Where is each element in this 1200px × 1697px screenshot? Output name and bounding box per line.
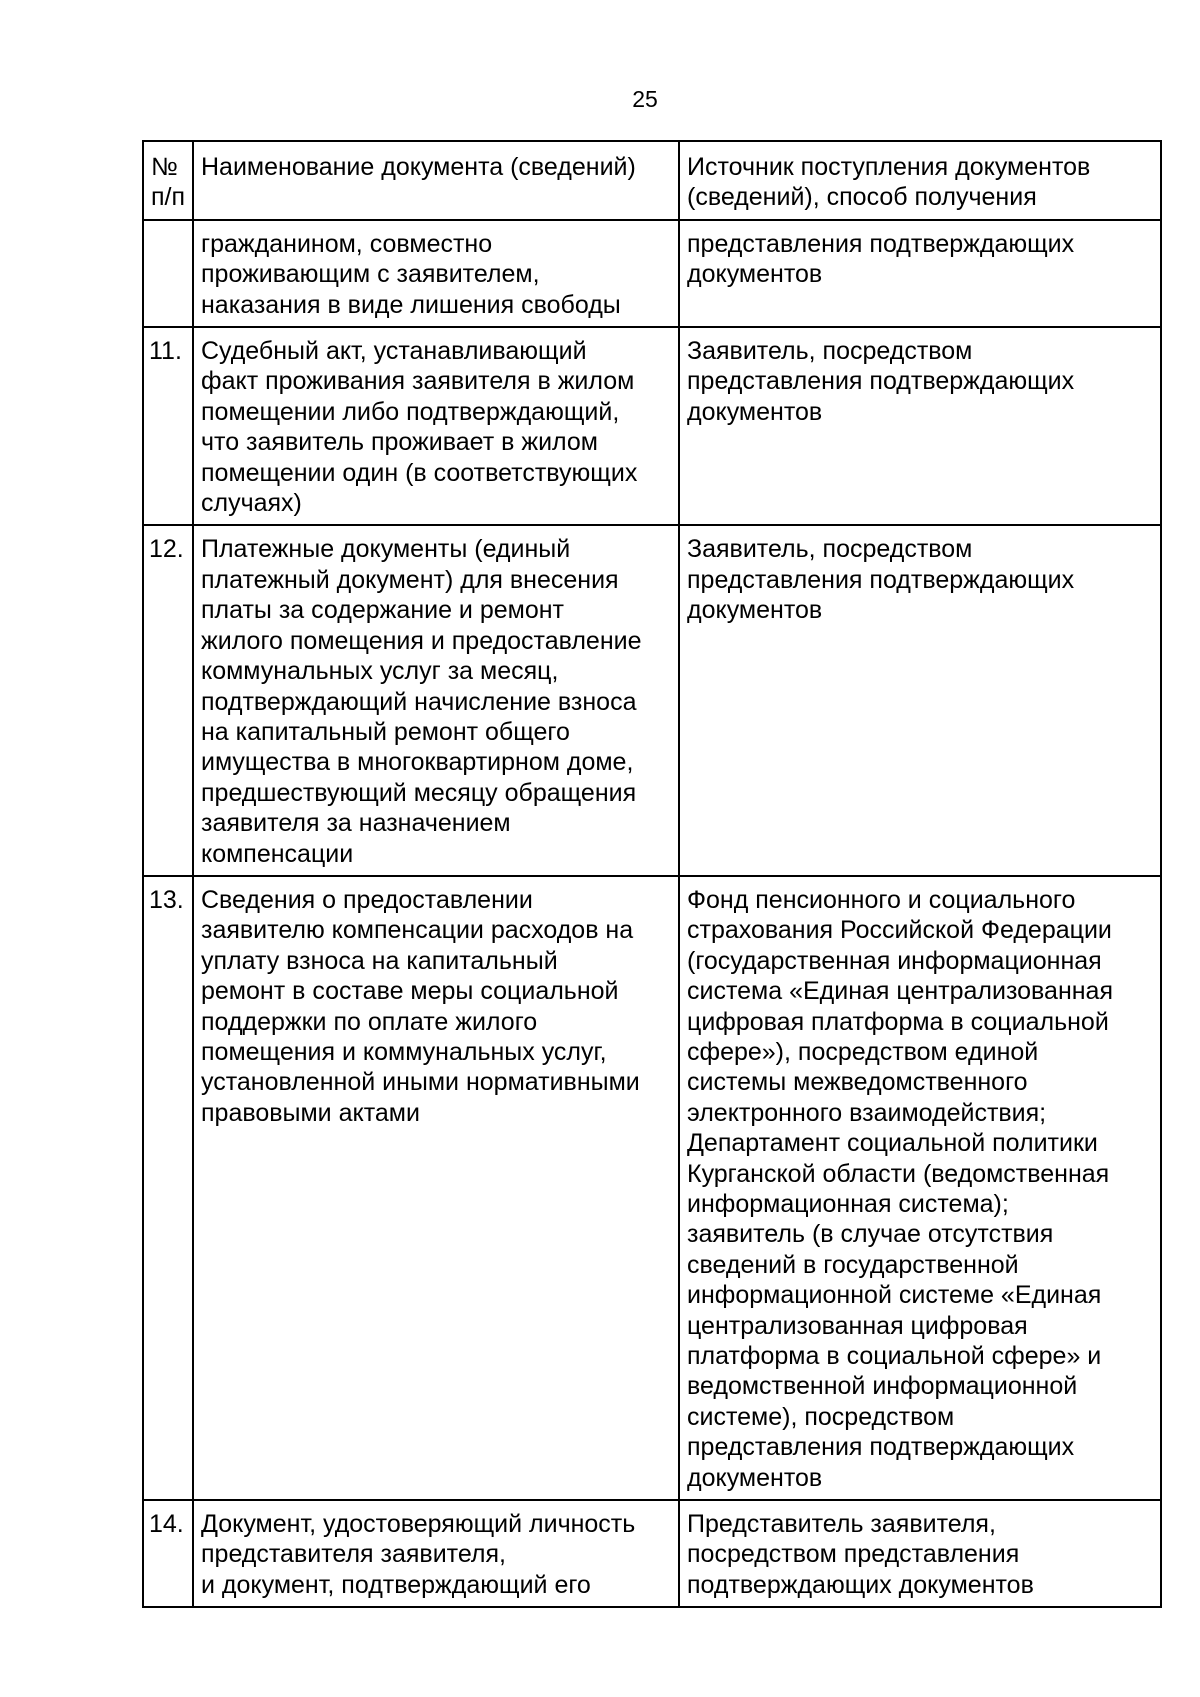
- cell-text-line: представления подтверждающих: [687, 367, 1075, 396]
- cell-text-line: платы за содержание и ремонт: [201, 596, 565, 625]
- cell-text-line: подтверждающий начисление взноса: [201, 687, 637, 716]
- documents-table: [142, 140, 1162, 1608]
- cell-text-line: документов: [687, 260, 823, 289]
- cell-text-line: представления подтверждающих: [687, 565, 1075, 594]
- source-cell: [679, 220, 1161, 327]
- cell-text-line: цифровая платформа в социальной: [687, 1007, 1109, 1036]
- cell-text-line: Платежные документы (единый: [201, 535, 571, 564]
- cell-text-line: Документ, удостоверяющий личность: [201, 1510, 636, 1539]
- row-number: 13.: [149, 885, 184, 914]
- header-text-line: (сведений), способ получения: [687, 183, 1037, 212]
- cell-text-line: заявителя за назначением: [201, 809, 511, 838]
- cell-text-line: ведомственной информационной: [687, 1372, 1078, 1401]
- cell-text-line: уплату взноса на капитальный: [201, 946, 558, 975]
- cell-text-line: Заявитель, посредством: [687, 535, 973, 564]
- cell-text-line: и документ, подтверждающий его: [201, 1570, 591, 1599]
- row-number-cell: [143, 327, 193, 525]
- cell-text-line: помещении один (в соответствующих: [201, 458, 638, 487]
- cell-text-line: документов: [687, 596, 823, 625]
- cell-text-line: подтверждающих документов: [687, 1570, 1034, 1599]
- cell-text-line: платежный документ) для внесения: [201, 565, 619, 594]
- cell-text-line: представителя заявителя,: [201, 1540, 506, 1569]
- page-number: 25: [632, 86, 658, 112]
- table-row: [143, 876, 1161, 1500]
- cell-text-line: компенсации: [201, 839, 354, 868]
- cell-text-line: на капитальный ремонт общего: [201, 717, 570, 746]
- cell-text-line: предшествующий месяцу обращения: [201, 778, 637, 807]
- cell-text-line: информационной системе «Единая: [687, 1281, 1102, 1310]
- cell-text-line: Судебный акт, устанавливающий: [201, 337, 587, 366]
- cell-text-line: Представитель заявителя,: [687, 1510, 996, 1539]
- document-name-cell: [193, 1500, 679, 1607]
- cell-text-line: Фонд пенсионного и социального: [687, 885, 1076, 914]
- cell-text-line: установленной иными нормативными: [201, 1068, 640, 1097]
- header-text-line: Источник поступления документов: [687, 153, 1091, 181]
- cell-text-line: электронного взаимодействия;: [687, 1098, 1047, 1127]
- cell-text-line: система «Единая централизованная: [687, 977, 1114, 1006]
- cell-text-line: Департамент социальной политики: [687, 1129, 1098, 1158]
- table-row: [143, 327, 1161, 525]
- header-number: [143, 141, 193, 220]
- header-source: [679, 141, 1161, 220]
- cell-text-line: сведений в государственной: [687, 1250, 1019, 1279]
- cell-text-line: гражданином, совместно: [201, 229, 493, 258]
- source-cell: [679, 1500, 1161, 1607]
- cell-text-line: централизованная цифровая: [687, 1311, 1028, 1340]
- header-text-line: п/п: [151, 183, 186, 212]
- cell-text-line: правовыми актами: [201, 1098, 420, 1127]
- table-header-row: [143, 141, 1161, 220]
- cell-text-line: факт проживания заявителя в жилом: [201, 367, 635, 396]
- cell-text-line: проживающим с заявителем,: [201, 260, 540, 289]
- cell-text-line: документов: [687, 397, 823, 426]
- cell-text-line: представления подтверждающих: [687, 229, 1075, 258]
- cell-text-line: помещении либо подтверждающий,: [201, 397, 620, 426]
- cell-text-line: заявитель (в случае отсутствия: [687, 1220, 1054, 1249]
- document-name-cell: [193, 876, 679, 1500]
- cell-text-line: Сведения о предоставлении: [201, 885, 533, 914]
- cell-text-line: коммунальных услуг за месяц,: [201, 657, 559, 686]
- cell-text-line: системе), посредством: [687, 1402, 955, 1431]
- cell-text-line: что заявитель проживает в жилом: [201, 428, 598, 457]
- cell-text-line: сфере»), посредством единой: [687, 1037, 1039, 1066]
- header-text-line: №: [151, 153, 178, 181]
- cell-text-line: имущества в многоквартирном доме,: [201, 748, 634, 777]
- cell-text-line: Курганской области (ведомственная: [687, 1159, 1110, 1188]
- table-row: [143, 220, 1161, 327]
- cell-text-line: случаях): [201, 489, 302, 518]
- cell-text-line: Заявитель, посредством: [687, 337, 973, 366]
- cell-text-line: платформа в социальной сфере» и: [687, 1342, 1102, 1371]
- row-number-cell: [143, 525, 193, 875]
- cell-text-line: посредством представления: [687, 1540, 1020, 1569]
- cell-text-line: ремонт в составе меры социальной: [201, 977, 619, 1006]
- cell-text-line: страхования Российской Федерации: [687, 916, 1112, 945]
- cell-text-line: представления подтверждающих: [687, 1433, 1075, 1462]
- document-name-cell: [193, 525, 679, 875]
- document-name-cell: [193, 327, 679, 525]
- row-number-cell: [143, 220, 193, 327]
- row-number: 14.: [149, 1510, 184, 1539]
- source-cell: [679, 525, 1161, 875]
- cell-text-line: помещения и коммунальных услуг,: [201, 1037, 607, 1066]
- row-number-cell: [143, 876, 193, 1500]
- header-document-name: [193, 141, 679, 220]
- cell-text-line: заявителю компенсации расходов на: [201, 916, 634, 945]
- source-cell: [679, 876, 1161, 1500]
- cell-text-line: документов: [687, 1463, 823, 1492]
- cell-text-line: поддержки по оплате жилого: [201, 1007, 538, 1036]
- cell-text-line: наказания в виде лишения свободы: [201, 290, 621, 319]
- row-number: 11.: [149, 337, 182, 366]
- source-cell: [679, 327, 1161, 525]
- cell-text-line: информационная система);: [687, 1190, 1009, 1218]
- table-row: [143, 525, 1161, 875]
- table-body: [143, 220, 1161, 1607]
- header-text-line: Наименование документа (сведений): [201, 153, 636, 181]
- table-row: [143, 1500, 1161, 1607]
- row-number-cell: [143, 1500, 193, 1607]
- cell-text-line: системы межведомственного: [687, 1068, 1028, 1097]
- document-name-cell: [193, 220, 679, 327]
- row-number: 12.: [149, 535, 184, 564]
- cell-text-line: жилого помещения и предоставление: [201, 626, 642, 655]
- cell-text-line: (государственная информационная: [687, 946, 1102, 975]
